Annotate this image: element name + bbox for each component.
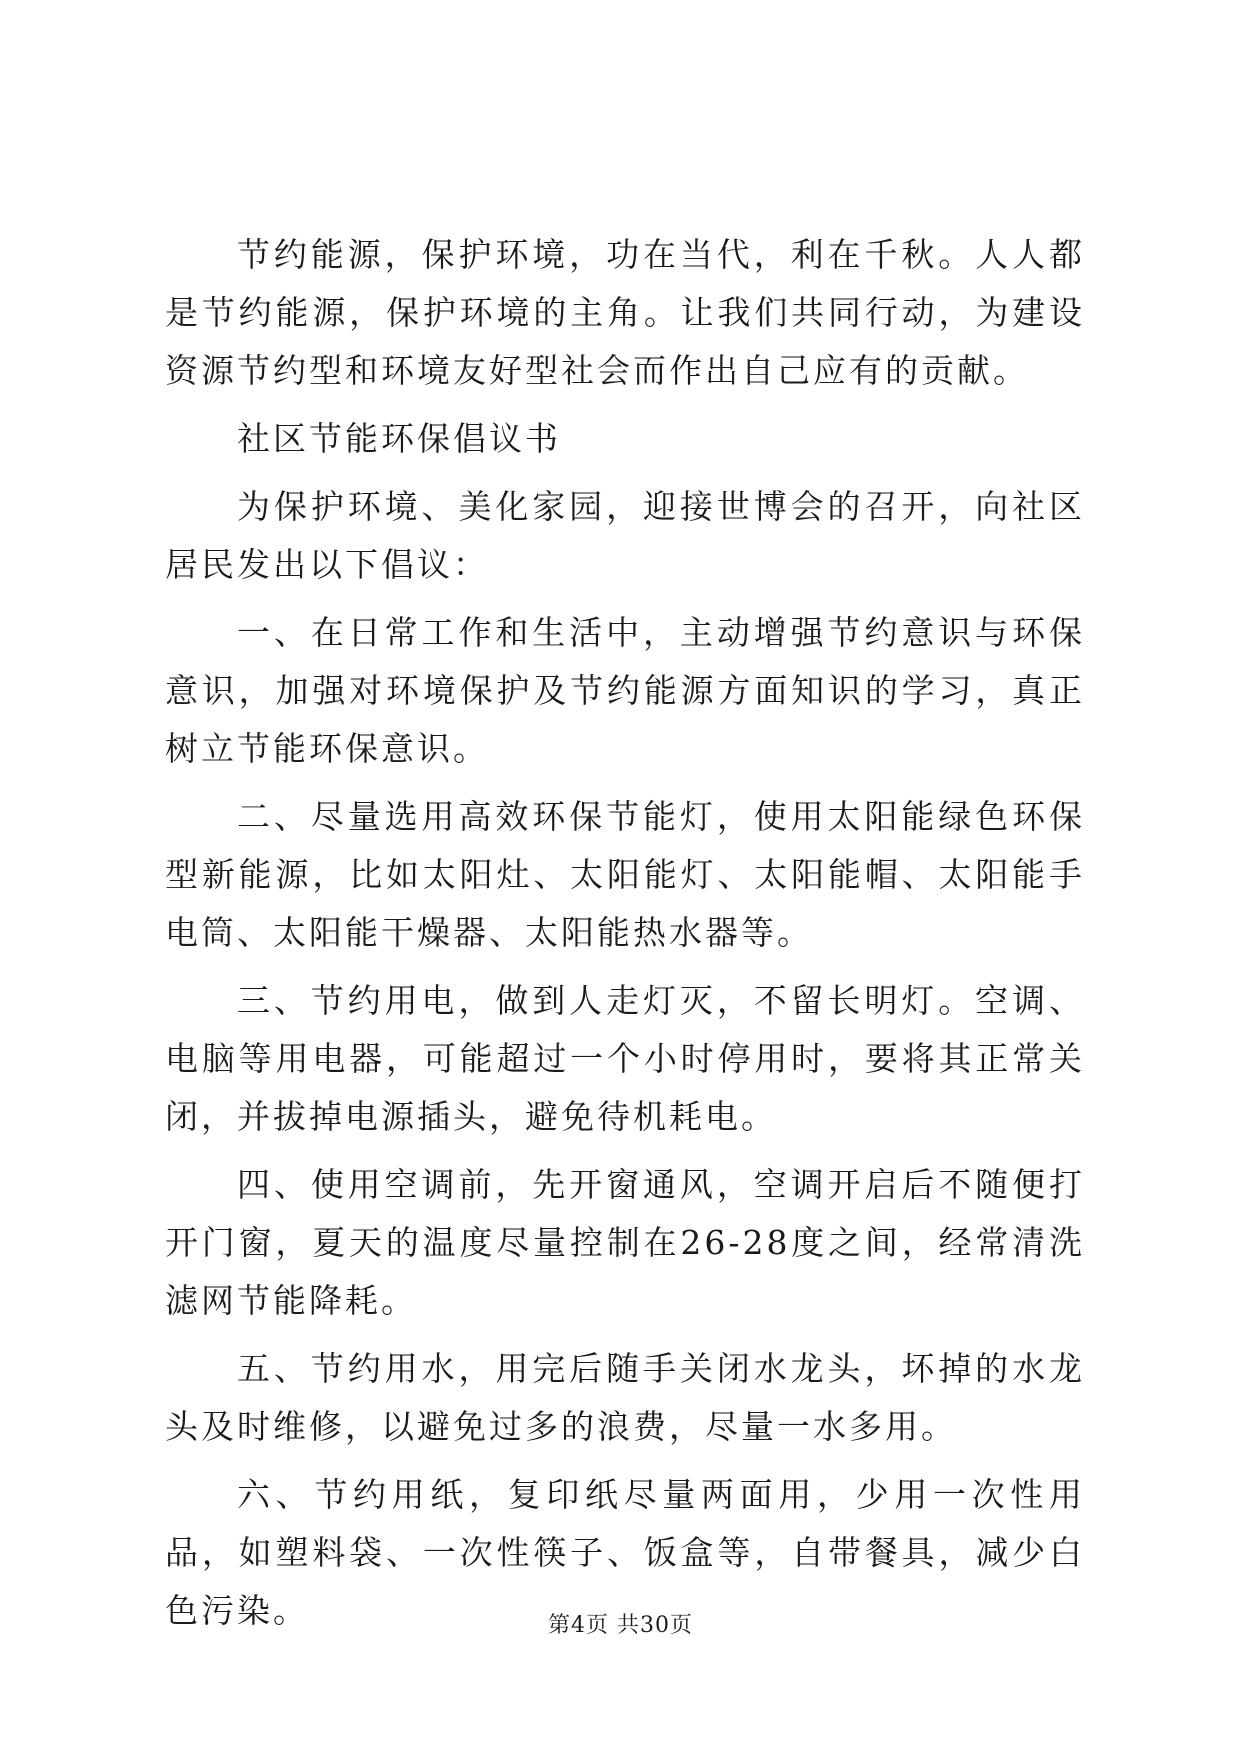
paragraph-intro: 为保护环境、美化家园，迎接世博会的召开，向社区居民发出以下倡议： — [165, 487, 1085, 584]
paragraph-item-3: 三、节约用电，做到人走灯灭，不留长明灯。空调、电脑等用电器，可能超过一个小时停用时，要将其正常关闭，并拔掉电源插头，避免待机耗电。 — [165, 981, 1085, 1136]
paragraph-closing: 节约能源，保护环境，功在当代，利在千秋。人人都是节约能源，保护环境的主角。让我们共同行动，为建设资源节约型和环境友好型社会而作出自己应有的贡献。 — [165, 235, 1085, 390]
page-number: 第4页 共30页 — [548, 1613, 693, 1638]
paragraph-item-6: 六、节约用纸，复印纸尽量两面用，少用一次性用品，如塑料袋、一次性筷子、饭盒等，自带餐具，减少白色污染。 — [165, 1475, 1085, 1630]
document-body — [165, 226, 1085, 1650]
page-footer — [0, 1608, 1241, 1639]
paragraph-item-5: 五、节约用水，用完后随手关闭水龙头，坏掉的水龙头及时维修，以避免过多的浪费，尽量一水多用。 — [165, 1349, 1085, 1446]
section-title: 社区节能环保倡议书 — [237, 419, 561, 458]
paragraph-item-1: 一、在日常工作和生活中，主动增强节约意识与环保意识，加强对环境保护及节约能源方面知识的学习，真正树立节能环保意识。 — [165, 613, 1085, 768]
paragraph-item-2: 二、尽量选用高效环保节能灯，使用太阳能绿色环保型新能源，比如太阳灶、太阳能灯、太阳能帽、太阳能手电筒、太阳能干燥器、太阳能热水器等。 — [165, 797, 1085, 952]
paragraph-item-4: 四、使用空调前，先开窗通风，空调开启后不随便打开门窗，夏天的温度尽量控制在26-28度之间，经常清洗滤网节能降耗。 — [165, 1165, 1085, 1320]
